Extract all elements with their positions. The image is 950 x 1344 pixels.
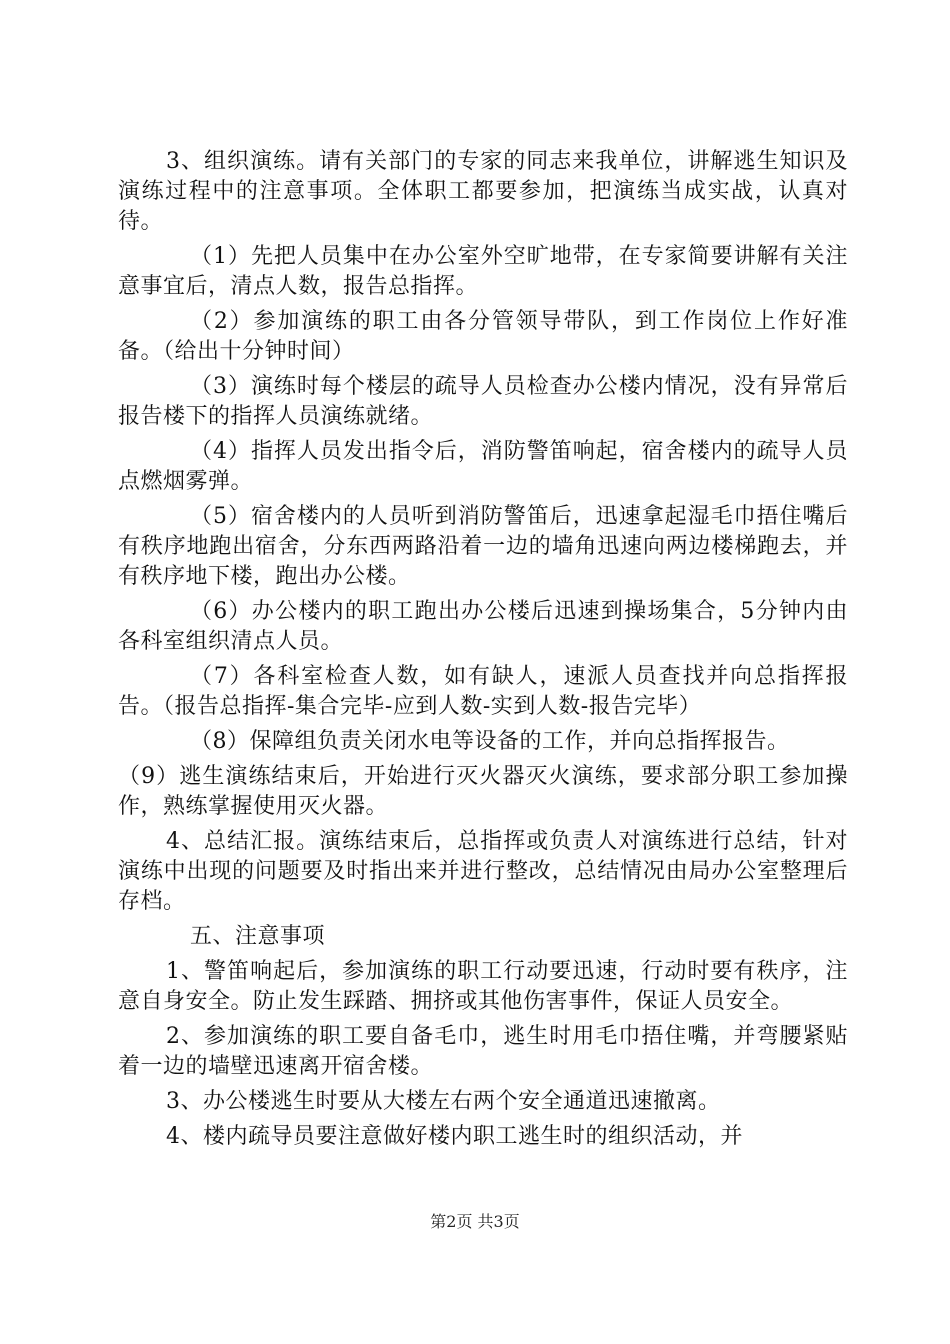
paragraph-step-7: （7）各科室检查人数，如有缺人，速派人员查找并向总指挥报告。（报告总指挥-集合完毕-应到人数-实到人数-报告完毕） <box>118 664 848 719</box>
paragraph-precaution-4: 4、楼内疏导员要注意做好楼内职工逃生时的组织活动，并 <box>166 1124 743 1149</box>
paragraph-summary-report: 4、总结汇报。演练结束后，总指挥或负责人对演练进行总结，针对演练中出现的问题要及时指出来并进行整改，总结情况由局办公室整理后存档。 <box>118 829 848 914</box>
paragraph-step-4: （4）指挥人员发出指令后，消防警笛响起，宿舍楼内的疏导人员点燃烟雾弹。 <box>118 439 848 494</box>
paragraph-step-6: （6）办公楼内的职工跑出办公楼后迅速到操场集合，5分钟内由各科室组织清点人员。 <box>118 599 848 654</box>
document-body <box>118 147 848 1157</box>
paragraph-precaution-1: 1、警笛响起后，参加演练的职工行动要迅速，行动时要有秩序，注意自身安全。防止发生踩踏、拥挤或其他伤害事件，保证人员安全。 <box>118 959 848 1014</box>
paragraph-precaution-3: 3、办公楼逃生时要从大楼左右两个安全通道迅速撤离。 <box>166 1089 721 1114</box>
section-heading-precautions: 五、注意事项 <box>190 924 326 949</box>
page-footer: 第2页 共3页 <box>430 1212 520 1231</box>
paragraph-step-2: （2）参加演练的职工由各分管领导带队，到工作岗位上作好准备。（给出十分钟时间） <box>118 309 848 364</box>
paragraph-step-5: （5）宿舍楼内的人员听到消防警笛后，迅速拿起湿毛巾捂住嘴后有秩序地跑出宿舍，分东西两路沿着一边的墙角迅速向两边楼梯跑去，并有秩序地下楼，跑出办公楼。 <box>118 504 848 589</box>
paragraph-step-9: （9）逃生演练结束后，开始进行灭火器灭火演练，要求部分职工参加操作，熟练掌握使用灭火器。 <box>118 764 848 819</box>
paragraph-drill-organization: 3、组织演练。请有关部门的专家的同志来我单位，讲解逃生知识及演练过程中的注意事项。全体职工都要参加，把演练当成实战，认真对待。 <box>118 149 848 234</box>
paragraph-step-3: （3）演练时每个楼层的疏导人员检查办公楼内情况，没有异常后报告楼下的指挥人员演练就绪。 <box>118 374 848 429</box>
paragraph-precaution-2: 2、参加演练的职工要自备毛巾，逃生时用毛巾捂住嘴，并弯腰紧贴着一边的墙壁迅速离开宿舍楼。 <box>118 1024 848 1079</box>
paragraph-step-1: （1）先把人员集中在办公室外空旷地带，在专家简要讲解有关注意事宜后，清点人数，报告总指挥。 <box>118 244 848 299</box>
paragraph-step-8: （8）保障组负责关闭水电等设备的工作，并向总指挥报告。 <box>190 729 790 754</box>
